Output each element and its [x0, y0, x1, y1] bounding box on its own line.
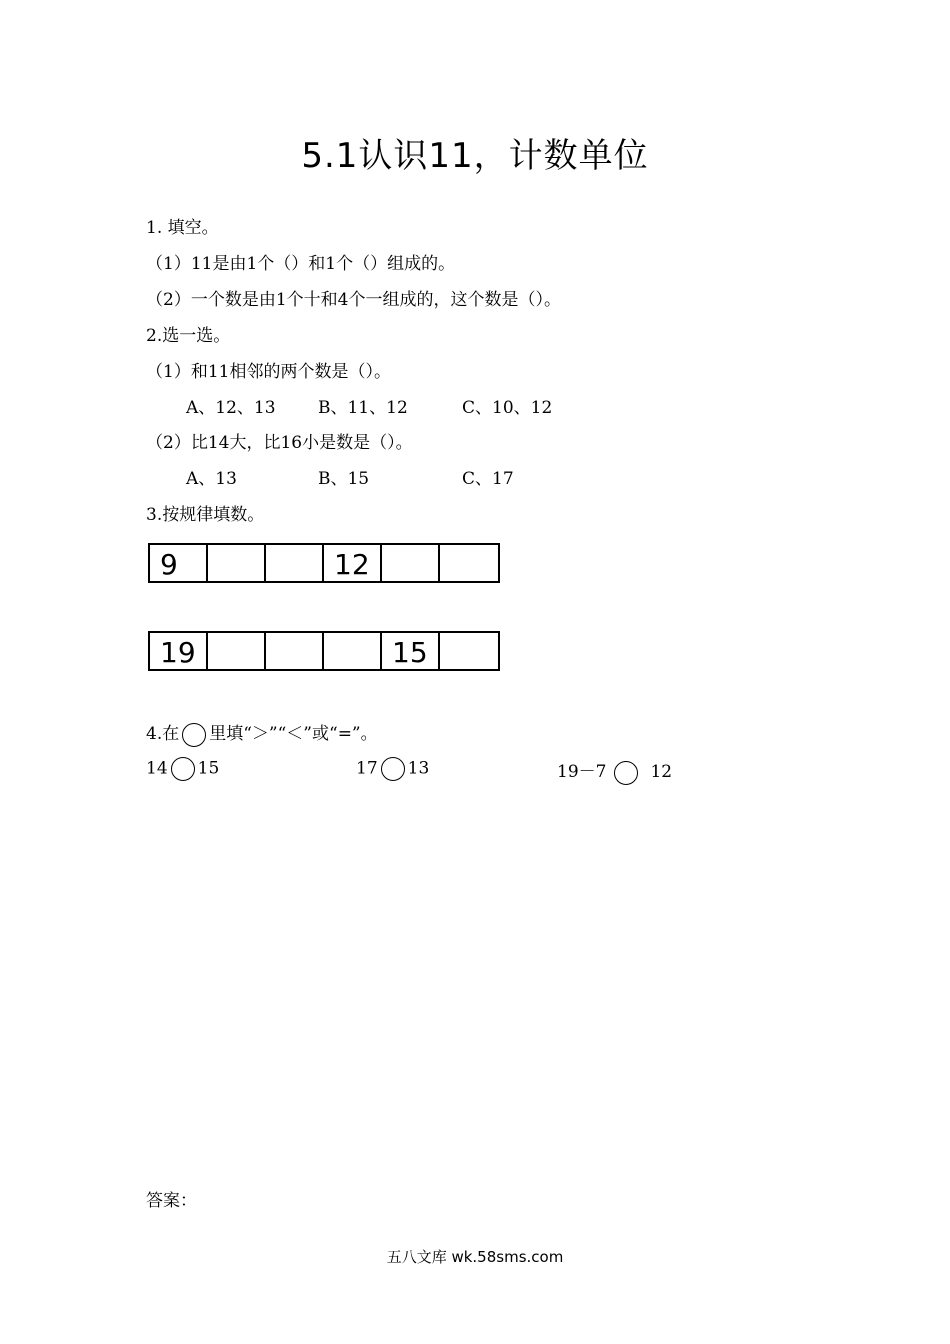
q2-item1-option-b: B、11、12	[318, 398, 408, 418]
q2-item1-option-a: A、12、13	[186, 398, 276, 418]
comparison-left: 14	[146, 758, 168, 779]
sequence-row-1	[148, 543, 500, 583]
q2-item2-option-c: C、17	[462, 469, 514, 489]
sequence-cell[interactable]: 15	[382, 633, 440, 669]
comparison-right: 15	[197, 758, 220, 779]
comparison-1	[146, 757, 219, 781]
q1-heading: 1. 填空。	[146, 218, 219, 238]
sequence-cell[interactable]	[266, 545, 324, 581]
q4-heading	[146, 719, 378, 747]
q4-heading-suffix: 里填“＞”“＜”或“=”。	[209, 724, 378, 744]
sequence-cell[interactable]	[440, 545, 498, 581]
comparison-left: 19－7	[557, 762, 607, 782]
comparison-left: 17	[356, 758, 378, 779]
comparison-right: 12	[650, 762, 673, 782]
comparison-circle[interactable]	[171, 757, 195, 781]
sequence-cell[interactable]	[440, 633, 498, 669]
q2-item2-option-b: B、15	[318, 469, 370, 489]
comparison-2	[356, 757, 429, 781]
comparison-3	[557, 757, 672, 785]
sequence-row-2	[148, 631, 500, 671]
sequence-cell[interactable]	[266, 633, 324, 669]
sequence-cell[interactable]: 19	[150, 633, 208, 669]
page-title: 5.1认识11，计数单位	[301, 136, 649, 176]
circle-icon	[182, 723, 206, 747]
comparison-circle[interactable]	[614, 761, 638, 785]
comparison-circle[interactable]	[381, 757, 405, 781]
q2-item2-option-a: A、13	[186, 469, 237, 489]
q1-item2: （2）一个数是由1个十和4个一组成的，这个数是（）。	[146, 290, 561, 310]
sequence-cell[interactable]	[208, 545, 266, 581]
q2-heading: 2.选一选。	[146, 326, 231, 346]
q2-item2: （2）比14大，比16小是数是（）。	[146, 433, 413, 453]
footer-watermark: 五八文库 wk.58sms.com	[386, 1248, 564, 1266]
comparison-right: 13	[407, 758, 430, 779]
sequence-cell[interactable]: 9	[150, 545, 208, 581]
q3-heading: 3.按规律填数。	[146, 505, 265, 525]
sequence-cell[interactable]	[382, 545, 440, 581]
q4-heading-prefix: 4.在	[146, 724, 180, 744]
sequence-cell[interactable]	[208, 633, 266, 669]
answer-label: 答案：	[146, 1191, 197, 1211]
sequence-cell[interactable]	[324, 633, 382, 669]
q1-item1: （1）11是由1个（）和1个（）组成的。	[146, 254, 456, 274]
q2-item1-option-c: C、10、12	[462, 398, 553, 418]
sequence-cell[interactable]: 12	[324, 545, 382, 581]
q2-item1: （1）和11相邻的两个数是（）。	[146, 362, 391, 382]
